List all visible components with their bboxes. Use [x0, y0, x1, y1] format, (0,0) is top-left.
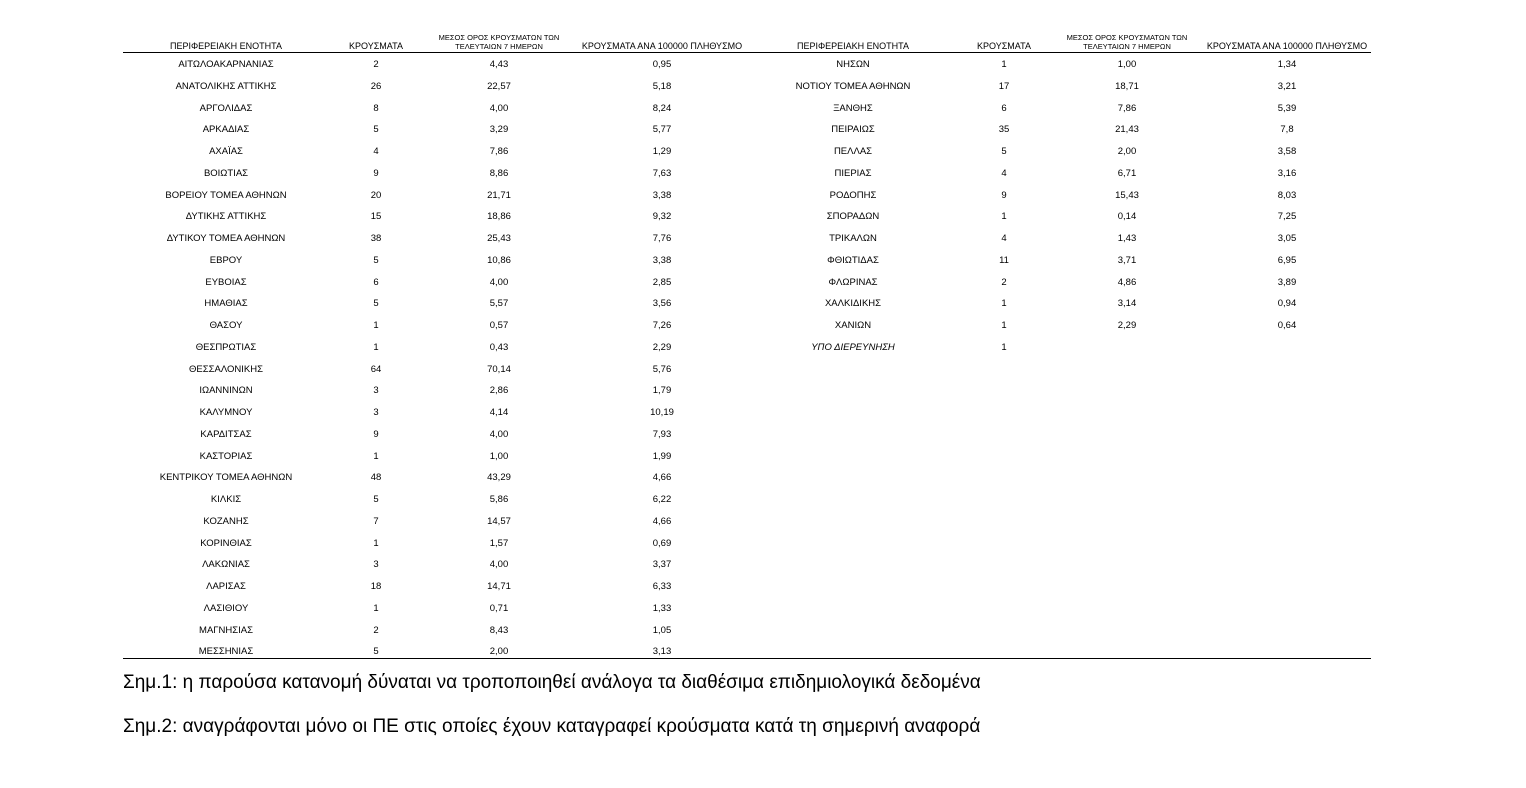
cell-per100k: 5,18: [652, 80, 672, 92]
table-row: [123, 226, 749, 248]
table-row: [749, 248, 1371, 270]
table-row: [123, 400, 749, 422]
table-body-left: [123, 52, 749, 659]
table-row: [749, 161, 1371, 183]
cell-region: ΒΟΡΕΙΟΥ ΤΟΜΕΑ ΑΘΗΝΩΝ: [165, 189, 287, 201]
cell-per100k: 0,64: [1277, 320, 1297, 331]
cell-cases: 1: [1001, 59, 1007, 70]
cell-avg7: 14,71: [487, 581, 511, 592]
cell-cases: 5: [373, 124, 379, 136]
cell-per100k: 3,58: [1277, 146, 1297, 157]
cell-avg7: 18,86: [487, 211, 511, 223]
cell-cases: 5: [373, 646, 379, 658]
cell-per100k: 8,24: [652, 102, 672, 114]
table-row: [749, 313, 1371, 335]
cell-region: ΜΕΣΣΗΝΙΑΣ: [198, 646, 254, 658]
cell-avg7: 21,43: [1115, 124, 1139, 136]
cell-region: ΕΥΒΟΙΑΣ: [205, 276, 247, 288]
cell-region: ΦΘΙΩΤΙΔΑΣ: [827, 254, 879, 266]
table-row: [123, 74, 749, 96]
cell-region: ΑΙΤΩΛΟΑΚΑΡΝΑΝΙΑΣ: [178, 59, 274, 70]
cell-region: ΗΜΑΘΙΑΣ: [204, 298, 248, 310]
table-row: [749, 74, 1371, 96]
cell-avg7: 7,86: [1117, 102, 1137, 114]
table-bottom-rule: [123, 658, 1371, 659]
cell-cases: 5: [373, 298, 379, 310]
cell-cases: 1: [1001, 320, 1007, 331]
cell-avg7: 6,71: [1117, 167, 1137, 179]
cell-per100k: 1,34: [1277, 59, 1297, 70]
cell-per100k: 8,03: [1277, 189, 1297, 201]
cell-per100k: 7,76: [652, 233, 672, 244]
cell-avg7: 25,43: [487, 233, 511, 244]
cell-region: ΛΑΣΙΘΙΟΥ: [203, 602, 249, 614]
cell-avg7: 0,14: [1117, 211, 1137, 223]
cell-cases: 1: [373, 450, 379, 462]
table-header-left: [123, 28, 749, 53]
table-row: [123, 422, 749, 444]
table-row: [123, 574, 749, 596]
cell-cases: 35: [998, 124, 1010, 136]
cell-avg7: 5,57: [489, 298, 509, 310]
table-row: [123, 161, 749, 183]
cell-region: ΚΟΖΑΝΗΣ: [203, 515, 249, 527]
table-row: [123, 270, 749, 292]
cell-cases: 1: [1001, 211, 1007, 223]
cell-cases: 5: [1001, 146, 1007, 157]
cell-region: ΜΑΓΝΗΣΙΑΣ: [199, 624, 253, 636]
cell-per100k: 1,29: [652, 146, 672, 157]
cell-region: ΑΡΓΟΛΙΔΑΣ: [199, 102, 253, 114]
table-row: [123, 183, 749, 205]
table-row: [123, 204, 749, 226]
cell-avg7: 15,43: [1115, 189, 1139, 201]
header-avg7: ΜΕΣΟΣ ΟΡΟΣ ΚΡΟΥΣΜΑΤΩΝ ΤΩΝ ΤΕΛΕΥΤΑΙΩΝ 7 ΗΜΕΡΩΝ: [438, 33, 560, 51]
cell-cases: 8: [373, 102, 379, 114]
cell-cases: 64: [370, 363, 382, 375]
cell-cases: 9: [1001, 189, 1007, 201]
cell-per100k: 6,22: [652, 494, 672, 505]
table-row: [749, 183, 1371, 205]
cell-avg7: 0,71: [489, 602, 509, 614]
cell-cases: 2: [373, 624, 379, 636]
cell-region: ΞΑΝΘΗΣ: [833, 102, 873, 114]
table-header-right: [749, 28, 1371, 53]
header-cases: ΚΡΟΥΣΜΑΤΑ: [977, 41, 1031, 51]
cell-avg7: 3,29: [489, 124, 509, 136]
cell-avg7: 8,43: [489, 624, 509, 636]
cell-cases: 26: [370, 80, 382, 92]
cell-cases: 9: [373, 428, 379, 440]
cell-per100k: 5,39: [1277, 102, 1297, 114]
table-row: [123, 335, 749, 357]
cell-avg7: 21,71: [487, 189, 511, 201]
cell-cases: 48: [370, 472, 382, 484]
cell-region: ΔΥΤΙΚΗΣ ΑΤΤΙΚΗΣ: [185, 211, 267, 223]
cell-avg7: 43,29: [487, 472, 511, 484]
cell-avg7: 4,86: [1117, 276, 1137, 288]
table-row: [749, 117, 1371, 139]
cell-avg7: 7,86: [489, 146, 509, 157]
table-row: [749, 270, 1371, 292]
note-2: Σημ.2: αναγράφονται μόνο οι ΠΕ στις οποίες έχουν καταγραφεί κρούσματα κατά τη σημερινή αναφορά: [123, 716, 981, 737]
cell-region: ΑΧΑΪΑΣ: [209, 146, 243, 157]
cell-cases: 11: [999, 254, 1009, 266]
cell-avg7: 3,71: [1117, 254, 1137, 266]
cell-region: ΦΛΩΡΙΝΑΣ: [828, 276, 878, 288]
table-row: [123, 378, 749, 400]
table-row: [123, 139, 749, 161]
cell-per100k: 3,13: [652, 646, 672, 658]
table-row: [123, 531, 749, 553]
cell-per100k: 3,89: [1277, 276, 1297, 288]
cell-per100k: 3,38: [652, 189, 672, 201]
table-row: [123, 618, 749, 640]
cell-region: ΔΥΤΙΚΟΥ ΤΟΜΕΑ ΑΘΗΝΩΝ: [166, 233, 286, 244]
cell-per100k: 10,19: [650, 407, 674, 418]
cell-per100k: 7,8: [1280, 124, 1294, 136]
table-row: [749, 335, 1371, 357]
cell-per100k: 1,99: [652, 450, 672, 462]
cell-cases: 4: [373, 146, 379, 157]
cell-avg7: 2,00: [489, 646, 509, 658]
cell-avg7: 4,00: [489, 276, 509, 288]
cell-region: ΡΟΔΟΠΗΣ: [829, 189, 877, 201]
cell-cases: 2: [1001, 276, 1007, 288]
table-row: [123, 639, 749, 659]
cell-region: ΧΑΛΚΙΔΙΚΗΣ: [824, 298, 882, 310]
cell-region: ΚΙΛΚΙΣ: [210, 494, 242, 505]
cell-per100k: 4,66: [652, 515, 672, 527]
cell-per100k: 3,37: [652, 559, 672, 571]
cell-avg7: 1,00: [1117, 59, 1137, 70]
cell-cases: 1: [373, 537, 379, 549]
cell-avg7: 0,57: [489, 320, 509, 331]
cell-avg7: 4,00: [489, 559, 509, 571]
cell-cases: 5: [373, 254, 379, 266]
cell-per100k: 2,85: [652, 276, 672, 288]
cell-cases: 7: [373, 515, 379, 527]
cell-region: ΘΕΣΣΑΛΟΝΙΚΗΣ: [189, 363, 263, 375]
header-per100k: ΚΡΟΥΣΜΑΤΑ ΑΝΑ 100000 ΠΛΗΘΥΣΜΟ: [581, 41, 743, 51]
cell-avg7: 14,57: [487, 515, 511, 527]
cell-cases: 1: [373, 320, 379, 331]
header-region: ΠΕΡΙΦΕΡΕΙΑΚΗ ΕΝΟΤΗΤΑ: [796, 41, 910, 51]
header-cases: ΚΡΟΥΣΜΑΤΑ: [349, 41, 403, 51]
cell-avg7: 4,00: [489, 102, 509, 114]
cell-per100k: 1,79: [652, 385, 672, 397]
table-row: [123, 291, 749, 313]
table-row: [123, 552, 749, 574]
table-row: [749, 96, 1371, 118]
cell-cases: 17: [998, 80, 1010, 92]
cell-cases: 3: [373, 559, 379, 571]
cell-avg7: 4,14: [489, 407, 509, 418]
cell-cases: 1: [1001, 341, 1007, 353]
cell-cases: 38: [370, 233, 382, 244]
table-row: [123, 357, 749, 379]
table-row: [123, 465, 749, 487]
cell-cases: 3: [373, 385, 379, 397]
cell-region: ΤΡΙΚΑΛΩΝ: [829, 233, 877, 244]
cell-region: ΕΒΡΟΥ: [209, 254, 243, 266]
cell-avg7: 18,71: [1115, 80, 1139, 92]
cell-avg7: 2,29: [1117, 320, 1137, 331]
cases-table-right: [749, 28, 1371, 53]
cell-per100k: 3,21: [1277, 80, 1297, 92]
cell-avg7: 4,00: [489, 428, 509, 440]
cell-region: ΣΠΟΡΑΔΩΝ: [826, 211, 880, 223]
cell-region: ΙΩΑΝΝΙΝΩΝ: [199, 385, 253, 397]
table-row: [123, 52, 749, 74]
cell-avg7: 10,86: [487, 254, 511, 266]
cell-per100k: 3,56: [652, 298, 672, 310]
cases-table-left: [123, 28, 749, 53]
header-per100k: ΚΡΟΥΣΜΑΤΑ ΑΝΑ 100000 ΠΛΗΘΥΣΜΟ: [1206, 41, 1368, 51]
cell-per100k: 0,95: [652, 59, 672, 70]
cell-per100k: 5,76: [652, 363, 672, 375]
cell-per100k: 7,26: [652, 320, 672, 331]
table-row: [749, 139, 1371, 161]
table-row: [123, 313, 749, 335]
cell-per100k: 2,29: [652, 341, 672, 353]
cell-cases: 18: [370, 581, 382, 592]
cell-avg7: 3,14: [1117, 298, 1137, 310]
cell-avg7: 0,43: [489, 341, 509, 353]
cell-cases: 3: [373, 407, 379, 418]
cell-per100k: 1,33: [652, 602, 672, 614]
cell-avg7: 70,14: [487, 363, 511, 375]
cell-avg7: 1,43: [1117, 233, 1137, 244]
cell-cases: 4: [1001, 233, 1007, 244]
cell-region: ΛΑΚΩΝΙΑΣ: [202, 559, 250, 571]
cell-cases: 20: [370, 189, 382, 201]
cell-per100k: 3,05: [1277, 233, 1297, 244]
cell-per100k: 1,05: [652, 624, 672, 636]
cell-region: ΒΟΙΩΤΙΑΣ: [203, 167, 249, 179]
table-row: [749, 291, 1371, 313]
cell-region: ΛΑΡΙΣΑΣ: [206, 581, 246, 592]
cell-region: ΚΑΣΤΟΡΙΑΣ: [199, 450, 253, 462]
table-row: [123, 487, 749, 509]
cell-avg7: 2,00: [1117, 146, 1137, 157]
cell-per100k: 6,95: [1277, 254, 1297, 266]
table-body-right: [749, 52, 1371, 357]
cell-region: ΝΗΣΩΝ: [836, 59, 870, 70]
table-row: [123, 248, 749, 270]
cell-region: ΚΕΝΤΡΙΚΟΥ ΤΟΜΕΑ ΑΘΗΝΩΝ: [159, 472, 293, 484]
cell-cases: 5: [373, 494, 379, 505]
cell-region: ΧΑΝΙΩΝ: [834, 320, 872, 331]
cell-per100k: 0,69: [652, 537, 672, 549]
cell-region: ΚΟΡΙΝΘΙΑΣ: [200, 537, 252, 549]
table-body-viewport: [123, 52, 1371, 659]
cell-per100k: 9,32: [652, 211, 672, 223]
cell-avg7: 2,86: [489, 385, 509, 397]
cell-avg7: 1,57: [489, 537, 509, 549]
table-row: [749, 52, 1371, 74]
cell-avg7: 5,86: [489, 494, 509, 505]
cell-cases: 15: [370, 211, 382, 223]
cell-region: ΝΟΤΙΟΥ ΤΟΜΕΑ ΑΘΗΝΩΝ: [795, 80, 911, 92]
table-row: [749, 226, 1371, 248]
cell-per100k: 3,38: [652, 254, 672, 266]
cell-region: ΠΕΙΡΑΙΩΣ: [831, 124, 875, 136]
cell-cases: 2: [373, 59, 379, 70]
cell-region: ΠΕΛΛΑΣ: [833, 146, 873, 157]
cell-per100k: 3,16: [1277, 167, 1297, 179]
cell-avg7: 1,00: [489, 450, 509, 462]
cell-region: ΠΙΕΡΙΑΣ: [834, 167, 872, 179]
table-row: [123, 509, 749, 531]
cell-cases: 9: [373, 167, 379, 179]
cell-per100k: 4,66: [652, 472, 672, 484]
table-row: [749, 204, 1371, 226]
cell-per100k: 5,77: [652, 124, 672, 136]
header-avg7: ΜΕΣΟΣ ΟΡΟΣ ΚΡΟΥΣΜΑΤΩΝ ΤΩΝ ΤΕΛΕΥΤΑΙΩΝ 7 ΗΜΕΡΩΝ: [1066, 33, 1188, 51]
cell-cases: 1: [373, 602, 379, 614]
cell-region: ΚΑΡΔΙΤΣΑΣ: [200, 428, 252, 440]
cell-per100k: 7,93: [652, 428, 672, 440]
table-row: [123, 444, 749, 466]
cell-per100k: 7,63: [652, 167, 672, 179]
cell-cases: 4: [1001, 167, 1007, 179]
note-1: Σημ.1: η παρούσα κατανομή δύναται να τροποποιηθεί ανάλογα τα διαθέσιμα επιδημιολογικά δεδομένα: [123, 672, 981, 693]
cell-cases: 1: [1001, 298, 1007, 310]
cell-region: ΚΑΛΥΜΝΟΥ: [199, 407, 253, 418]
cell-region: ΑΝΑΤΟΛΙΚΗΣ ΑΤΤΙΚΗΣ: [175, 80, 277, 92]
cell-per100k: 7,25: [1277, 211, 1297, 223]
table-row: [123, 96, 749, 118]
table-row: [123, 596, 749, 618]
cell-per100k: 6,33: [652, 581, 672, 592]
cell-avg7: 22,57: [487, 80, 511, 92]
cell-region: ΥΠΟ ΔΙΕΡΕΥΝΗΣΗ: [811, 341, 895, 353]
cell-region: ΑΡΚΑΔΙΑΣ: [202, 124, 250, 136]
cell-per100k: 0,94: [1277, 298, 1297, 310]
cell-avg7: 4,43: [489, 59, 509, 70]
cell-avg7: 8,86: [489, 167, 509, 179]
header-region: ΠΕΡΙΦΕΡΕΙΑΚΗ ΕΝΟΤΗΤΑ: [169, 41, 283, 51]
table-row: [123, 117, 749, 139]
cell-region: ΘΑΣΟΥ: [209, 320, 243, 331]
cell-cases: 6: [373, 276, 379, 288]
cell-cases: 1: [373, 341, 379, 353]
cell-region: ΘΕΣΠΡΩΤΙΑΣ: [195, 341, 257, 353]
cell-cases: 6: [1001, 102, 1007, 114]
